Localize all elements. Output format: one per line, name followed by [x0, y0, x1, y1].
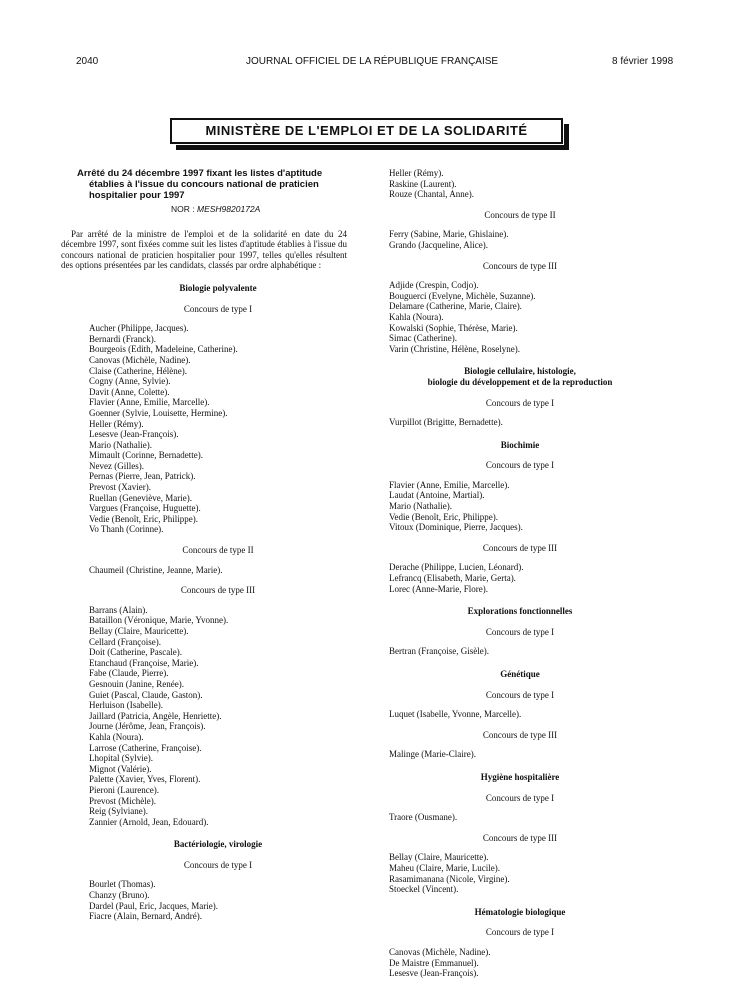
section-title-line: Bactériologie, virologie: [173, 839, 263, 850]
list-item: Kowalski (Sophie, Thérèse, Marie).: [389, 322, 518, 333]
list-item: Vedie (Benoît, Eric, Philippe).: [89, 513, 198, 524]
list-item: Bourlet (Thomas).: [89, 879, 156, 890]
list-item: Flavier (Anne, Emilie, Marcelle).: [389, 479, 510, 490]
concours-type: Concours de type I: [183, 859, 253, 870]
concours-type: Concours de type I: [485, 397, 555, 408]
list-item: Zannier (Arnold, Jean, Edouard).: [89, 816, 209, 827]
list-item: Canovas (Michèle, Nadine).: [389, 946, 491, 957]
section-title-line: Biochimie: [500, 439, 540, 450]
journal-title: JOURNAL OFFICIEL DE LA RÉPUBLIQUE FRANÇAISE: [246, 56, 499, 67]
ministry-title: MINISTÈRE DE L'EMPLOI ET DE LA SOLIDARITÉ: [205, 123, 528, 138]
list-item: Bellay (Claire, Mauricette).: [389, 852, 489, 863]
concours-type: Concours de type I: [485, 460, 555, 471]
list-item: De Maistre (Emmanuel).: [389, 957, 479, 968]
list-item: Mario (Nathalie).: [89, 439, 152, 450]
list-item: Barrans (Alain).: [89, 604, 148, 615]
name-list: [89, 323, 347, 535]
list-item: Larrose (Catherine, Françoise).: [89, 742, 202, 753]
section-title: [89, 283, 347, 294]
name-list: [389, 709, 651, 720]
section-title-line: biologie du développement et de la reproduction: [427, 376, 613, 387]
section-title: [389, 606, 651, 617]
list-item: Lesesve (Jean-François).: [389, 968, 479, 979]
list-item: Lorec (Anne-Marie, Flore).: [389, 583, 488, 594]
name-list: [389, 812, 651, 823]
list-item: Chaumeil (Christine, Jeanne, Marie).: [89, 564, 223, 575]
name-list: [389, 852, 651, 894]
section-title-line: Hématologie biologique: [474, 906, 566, 917]
list-item: Palette (Xavier, Yves, Florent).: [89, 774, 201, 785]
continued-groups: [389, 210, 651, 355]
list-item: Stoeckel (Vincent).: [389, 884, 459, 895]
list-item: Nevez (Gilles).: [89, 460, 144, 471]
list-item: Malinge (Marie-Claire).: [389, 749, 476, 760]
list-item: Journe (Jérôme, Jean, François).: [89, 721, 206, 732]
list-item: Pieroni (Laurence).: [89, 784, 159, 795]
list-item: Maheu (Claire, Marie, Lucile).: [389, 862, 500, 873]
list-item: Rasamimanana (Nicole, Virgine).: [389, 873, 510, 884]
section-title: [389, 772, 651, 783]
list-item: Gesnouin (Janine, Renée).: [89, 678, 184, 689]
nor-code: MESH9820172A: [197, 204, 261, 214]
name-list: [389, 947, 651, 979]
list-item: Kahla (Noura).: [389, 311, 444, 322]
list-item: Kahla (Noura).: [89, 731, 144, 742]
list-item: Aucher (Philippe, Jacques).: [89, 323, 189, 334]
list-item: Adjide (Crespin, Codjo).: [389, 280, 479, 291]
section-title: [89, 839, 347, 850]
concours-type: Concours de type III: [482, 832, 558, 843]
section-title: [389, 907, 651, 918]
name-list: [389, 417, 651, 428]
list-item: Cogny (Anne, Sylvie).: [89, 376, 171, 387]
list-item: Bernardi (Franck).: [89, 333, 156, 344]
list-item: Rouze (Chantal, Anne).: [389, 189, 474, 200]
list-item: Ferry (Sabine, Marie, Ghislaine).: [389, 229, 509, 240]
ministry-banner: [170, 118, 563, 144]
section-title-line: Hygiène hospitalière: [480, 771, 560, 782]
concours-type: Concours de type III: [482, 260, 558, 271]
list-item: Etanchaud (Françoise, Marie).: [89, 657, 199, 668]
right-column: [389, 168, 651, 979]
list-item: Vo Thanh (Corinne).: [89, 524, 164, 535]
concours-type: Concours de type III: [180, 585, 256, 596]
list-item: Lhopital (Sylvie).: [89, 753, 153, 764]
section-title-line: Biologie polyvalente: [179, 282, 257, 293]
list-item: Bertran (Françoise, Gisèle).: [389, 646, 489, 657]
section-title: [389, 366, 651, 387]
arrete-intro: Par arrêté de la ministre de l'emploi et de la solidarité en date du 24 décembre 1997, sont fixées comme suit les listes d'aptitude établies à l'issue du concours national de praticien hospitalier pour 1997, telles qu'elles résultent des options présentées par les candidats, classés par ordre alphabétique :: [61, 228, 347, 271]
name-list: [389, 562, 651, 594]
list-item: Cellard (Françoise).: [89, 636, 161, 647]
concours-type: Concours de type II: [484, 209, 556, 220]
list-item: Derache (Philippe, Lucien, Léonard).: [389, 562, 524, 573]
list-item: Lesesve (Jean-François).: [89, 429, 179, 440]
list-item: Pernas (Pierre, Jean, Patrick).: [89, 471, 196, 482]
section-title-line: Biologie cellulaire, histologie,: [464, 366, 576, 377]
nor-reference: [171, 204, 347, 215]
list-item: Prevost (Xavier).: [89, 482, 151, 493]
left-column: [61, 168, 347, 922]
concours-type: Concours de type I: [485, 792, 555, 803]
nor-label: NOR :: [171, 204, 195, 214]
list-item: Herluison (Isabelle).: [89, 700, 163, 711]
list-item: Heller (Rémy).: [389, 168, 444, 178]
list-item: Mario (Nathalie).: [389, 501, 452, 512]
list-item: Heller (Rémy).: [89, 418, 144, 429]
list-item: Guiet (Pascal, Claude, Gaston).: [89, 689, 203, 700]
list-item: Goenner (Sylvie, Louisette, Hermine).: [89, 407, 228, 418]
section-title: [389, 440, 651, 451]
section-title-line: Explorations fonctionnelles: [467, 606, 573, 617]
left-sections: [89, 283, 347, 922]
list-item: Mimault (Corinne, Bernadette).: [89, 450, 203, 461]
name-list: [389, 480, 651, 533]
list-item: Chanzy (Bruno).: [89, 890, 150, 901]
issue-date: 8 février 1998: [612, 56, 674, 67]
list-item: Varin (Christine, Hélène, Roselyne).: [389, 343, 520, 354]
name-list: [89, 565, 347, 576]
continued-list: [389, 168, 651, 200]
list-item: Traore (Ousmane).: [389, 812, 458, 823]
list-item: Laudat (Antoine, Martial).: [389, 490, 485, 501]
page-number: 2040: [76, 56, 99, 67]
list-item: Prevost (Michèle).: [89, 795, 156, 806]
list-item: Bataillon (Véronique, Marie, Yvonne).: [89, 615, 229, 626]
list-item: Doit (Catherine, Pascale).: [89, 647, 182, 658]
section-title-line: Génétique: [500, 669, 540, 679]
list-item: Vedie (Benoît, Eric, Philippe).: [389, 511, 498, 522]
list-item: Fabe (Claude, Pierre).: [89, 668, 169, 679]
name-list: [389, 749, 651, 760]
concours-type: Concours de type III: [482, 729, 558, 740]
arrete-title: Arrêté du 24 décembre 1997 fixant les listes d'aptitude établies à l'issue du concours national de praticien hospitalier pour 1997: [77, 168, 323, 201]
list-item: Flavier (Anne, Emilie, Marcelle).: [89, 397, 210, 408]
name-list: [389, 229, 651, 250]
list-item: Grando (Jacqueline, Alice).: [389, 239, 488, 250]
list-item: Vargues (Françoise, Huguette).: [89, 503, 201, 514]
list-item: Davit (Anne, Colette).: [89, 386, 170, 397]
concours-type: Concours de type I: [485, 689, 555, 700]
name-list: [389, 646, 651, 657]
name-list: [89, 605, 347, 827]
list-item: Luquet (Isabelle, Yvonne, Marcelle).: [389, 709, 522, 720]
list-item: Lefrancq (Elisabeth, Marie, Gerta).: [389, 573, 516, 584]
list-item: Raskine (Laurent).: [389, 178, 457, 189]
list-item: Delamare (Catherine, Marie, Claire).: [389, 301, 522, 312]
list-item: Reig (Sylviane).: [89, 806, 148, 817]
list-item: Claise (Catherine, Hélène).: [89, 365, 187, 376]
name-list: [389, 280, 651, 354]
right-sections: [389, 366, 651, 978]
list-item: Canovas (Michèle, Nadine).: [89, 354, 191, 365]
list-item: Simac (Catherine).: [389, 333, 457, 344]
list-item: Bellay (Claire, Mauricette).: [89, 626, 189, 636]
name-list: [89, 879, 347, 921]
concours-type: Concours de type I: [485, 927, 555, 938]
section-title: [389, 669, 651, 680]
list-item: Vurpillot (Brigitte, Bernadette).: [389, 417, 503, 428]
list-item: Mignot (Valérie).: [89, 763, 152, 774]
concours-type: Concours de type III: [482, 542, 558, 553]
concours-type: Concours de type I: [183, 303, 253, 314]
list-item: Vitoux (Dominique, Pierre, Jacques).: [389, 522, 523, 533]
concours-type: Concours de type I: [485, 626, 555, 637]
list-item: Bourgeois (Edith, Madeleine, Catherine).: [89, 344, 238, 355]
list-item: Fiacre (Alain, Bernard, André).: [89, 911, 202, 922]
list-item: Bouguerci (Evelyne, Michèle, Suzanne).: [389, 290, 536, 301]
list-item: Dardel (Paul, Eric, Jacques, Marie).: [89, 900, 218, 911]
concours-type: Concours de type II: [182, 545, 254, 556]
list-item: Ruellan (Geneviève, Marie).: [89, 492, 192, 503]
list-item: Jaillard (Patricia, Angèle, Henriette).: [89, 710, 222, 721]
